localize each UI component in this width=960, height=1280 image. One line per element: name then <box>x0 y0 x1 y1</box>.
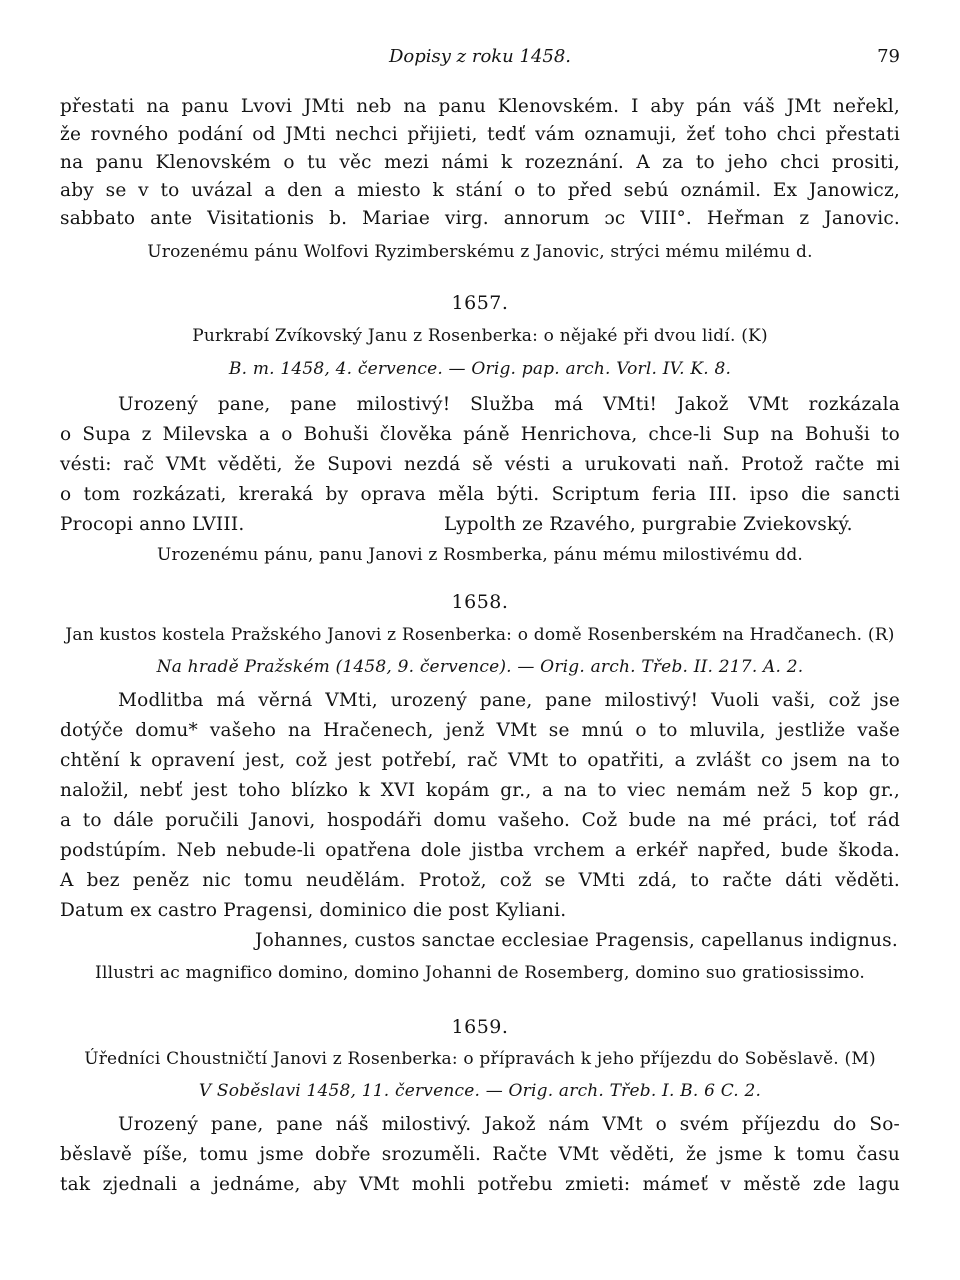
text-line: Urozený pane, pane milostivý! Služba má VMti! Jakož VMt rozkázala <box>118 394 900 415</box>
letter-address: Urozenému pánu, panu Janovi z Rosmberka, pánu mému milostivému dd. <box>156 545 804 565</box>
text-line: na panu Klenovském o tu věc mezi námi k rozeznání. A za to jeho chci prositi, <box>60 152 900 173</box>
letter-summary: Jan kustos kostela Pražského Janovi z Rosenberka: o domě Rosenberském na Hradčanech. (R) <box>65 625 895 645</box>
text-line: A bez peněz nic tomu neudělám. Protož, což se VMti zdá, to račte dáti věděti. <box>60 870 900 891</box>
text-line: přestati na panu Lvovi JMti neb na panu Klenovském. I aby pán váš JMt neřekl, <box>60 96 900 117</box>
letter-summary: Purkrabí Zvíkovský Janu z Rosenberka: o nějaké při dvou lidí. (K) <box>192 326 768 346</box>
text-line: Modlitba má věrná VMti, urozený pane, pane milostivý! Vuoli vaši, což jse <box>118 690 900 711</box>
letter-summary: Úředníci Choustničtí Janovi z Rosenberka: o přípravách k jeho příjezdu do Soběslavě. (M) <box>84 1049 876 1069</box>
text-line: tak zjednali a jednáme, aby VMt mohli potřebu zmieti: mámeť v městě zde lagu <box>60 1174 900 1195</box>
text-line: naložil, nebť jest toho blízko k XVI kopám gr., a na to viec nemám než 5 kop gr., <box>60 780 900 801</box>
letter-number: 1657. <box>451 292 509 314</box>
text-line: Urozený pane, pane náš milostivý. Jakož nám VMt o svém příjezdu do So- <box>118 1114 900 1135</box>
text-line: dotýče domu* vašeho na Hračenech, jenž VMt se mnú o to mluvila, jestliže vaše <box>60 720 900 741</box>
text-line: a to dále poručili Janovi, hospodáři domu vašeho. Což bude na mé práci, toť rád <box>60 810 900 831</box>
text-line: podstúpím. Neb nebude-li opatřena dole jistba vrchem a erkéř napřed, bude škoda. <box>60 840 900 861</box>
text-line: že rovného podání od JMti nechci přijieti, tedť vám oznamuji, žeť toho chci přestati <box>60 124 900 145</box>
letter-address: Illustri ac magnifico domino, domino Johanni de Rosemberg, domino suo gratiosissimo. <box>95 963 865 983</box>
letter-number: 1658. <box>451 591 509 613</box>
page-header <box>60 46 900 74</box>
text-line: vésti: rač VMt věděti, že Supovi nezdá sě vésti a urukovati naň. Protož račte mi <box>60 454 900 475</box>
text-line: aby se v to uvázal a den a miesto k stání o to před sebú oznámil. Ex Janowicz, <box>60 180 900 201</box>
letter-source: B. m. 1458, 4. července. — Orig. pap. arch. Vorl. IV. K. 8. <box>228 359 732 379</box>
signature: Johannes, custos sanctae ecclesiae Pragensis, capellanus indignus. <box>255 930 898 951</box>
text-line: o Supa z Milevska a o Bohuši člověka páně Henrichova, chce-li Sup na Bohuši to <box>60 424 900 445</box>
text-line: chtění k opravení jest, což jest potřebí, rač VMt to opatřiti, a zvlášt co jsem na to <box>60 750 900 771</box>
text-line: o tom rozkázati, kreraká by oprava měla býti. Scriptum feria III. ipso die sancti <box>60 484 900 505</box>
text-line: Datum ex castro Pragensi, dominico die post Kyliani. <box>60 900 567 921</box>
text-line: sabbato ante Visitationis b. Mariae virg. annorum ɔc VIII°. Heřman z Janovic. <box>60 208 900 229</box>
closing-date: Procopi anno LVIII. <box>60 514 245 535</box>
text-line: běslavě píše, tomu jsme dobře srozuměli. Račte VMt věděti, že jsme k tomu času <box>60 1144 900 1165</box>
letter-number: 1659. <box>451 1016 509 1038</box>
running-title: Dopisy z roku 1458. <box>388 46 572 67</box>
letter-source: V Soběslavi 1458, 11. července. — Orig. arch. Třeb. I. B. 6 C. 2. <box>198 1081 762 1101</box>
page-number: 79 <box>877 46 900 67</box>
letter-source: Na hradě Pražském (1458, 9. července). — Orig. arch. Třeb. II. 217. A. 2. <box>156 657 804 677</box>
signature: Lypolth ze Rzavého, purgrabie Zviekovský. <box>444 514 853 535</box>
letter-address: Urozenému pánu Wolfovi Ryzimberskému z Janovic, strýci mému milému d. <box>147 242 813 262</box>
